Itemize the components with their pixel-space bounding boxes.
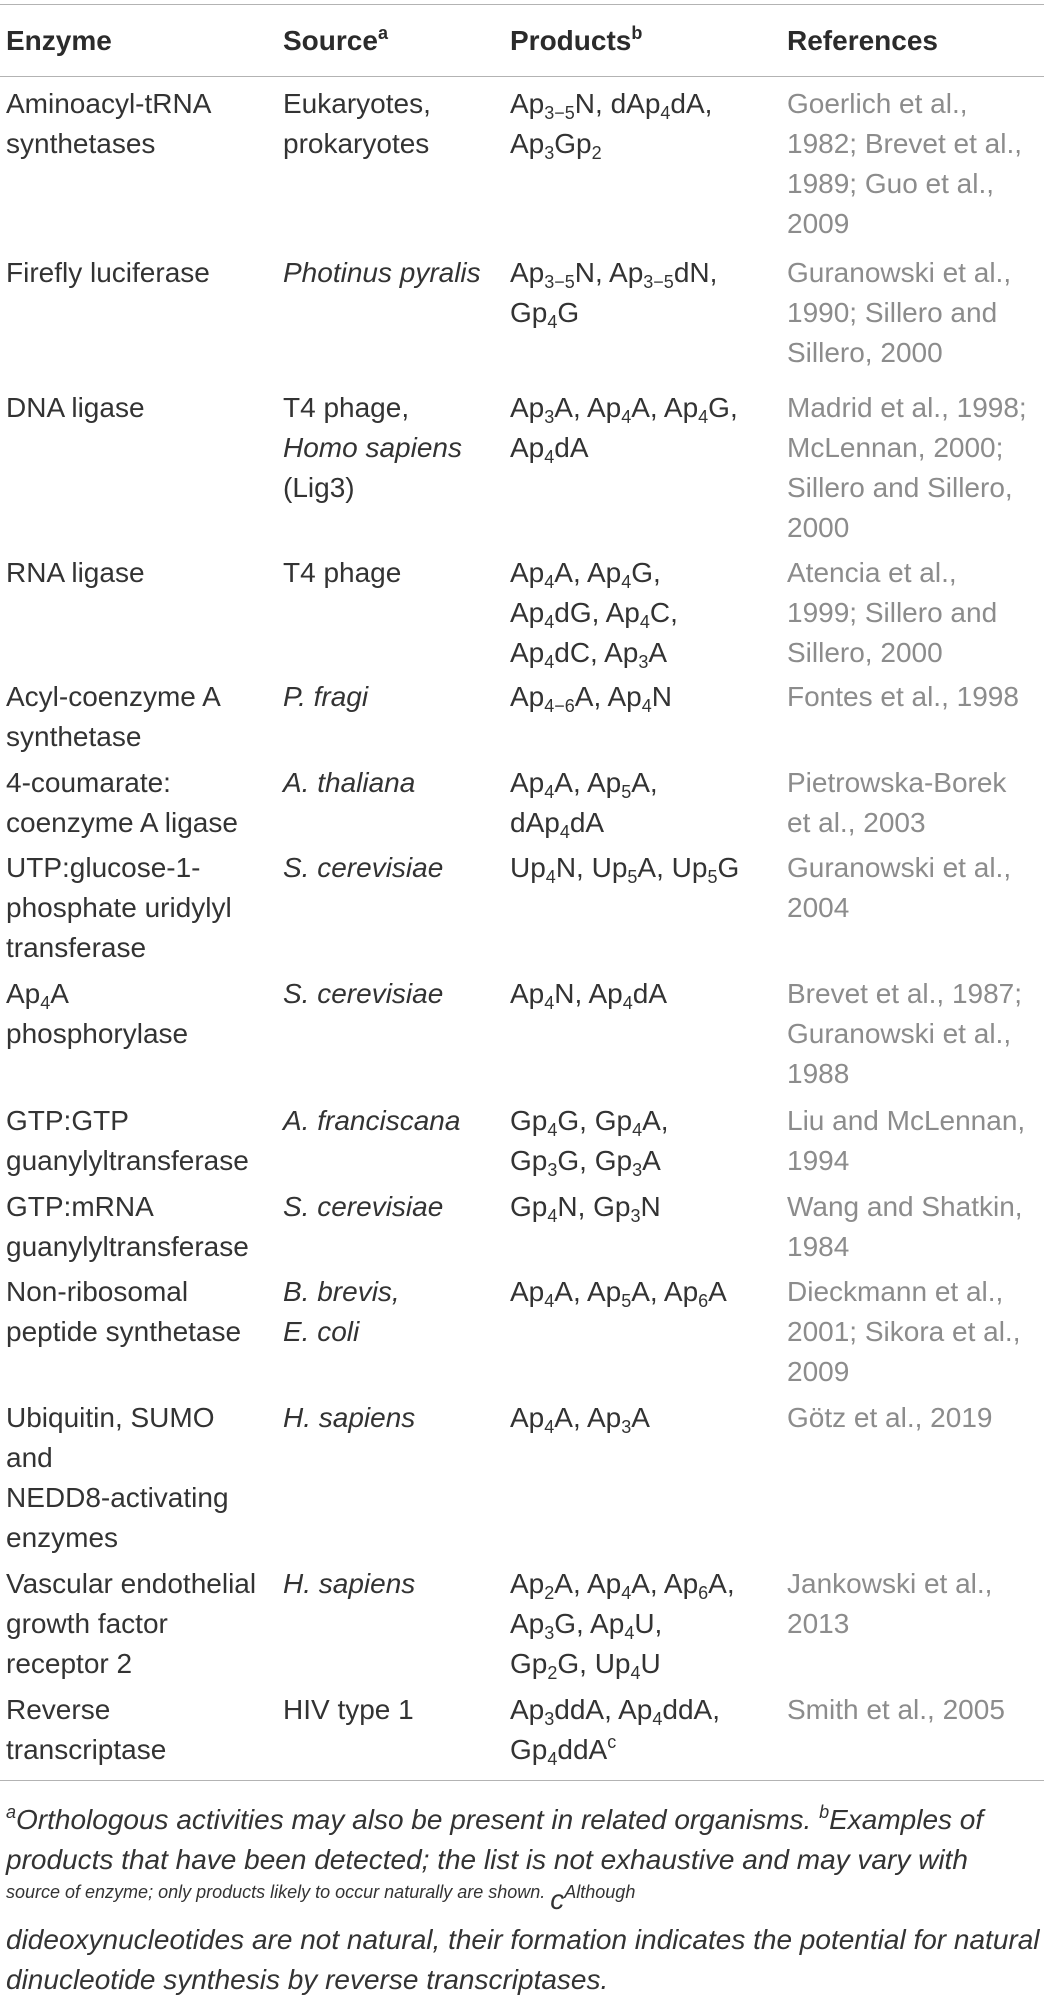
- reference-cell: Guranowski et al.,: [787, 852, 1012, 883]
- enzyme-cell: peptide synthetase: [6, 1316, 242, 1347]
- header-label: Enzyme: [6, 25, 112, 56]
- subscript: 6: [698, 1291, 709, 1311]
- source-cell: T4 phage: [283, 557, 402, 588]
- subscript: 4: [639, 612, 650, 632]
- subscript: 4: [545, 867, 556, 887]
- footnote-mark: a: [377, 23, 388, 43]
- bottom-rule: [0, 1780, 1044, 1781]
- header-enzyme: [6, 23, 112, 59]
- footnote-text: Examples of: [829, 1804, 984, 1835]
- source-cell: S. cerevisiae: [283, 1191, 444, 1222]
- subscript: 4: [622, 993, 633, 1013]
- reference-cell: Jankowski et al.,: [787, 1568, 993, 1599]
- source-cell: prokaryotes: [283, 128, 430, 159]
- subscript: 4: [547, 1206, 558, 1226]
- products-cell: $Ap_3A$, $Ap_4A$, $Ap_4G$,: [510, 392, 738, 427]
- enzyme-cell: guanylyltransferase: [6, 1231, 249, 1262]
- subscript: 4: [621, 572, 632, 592]
- reference-cell: Guranowski et al.,: [787, 1018, 1012, 1049]
- subscript: 3−5: [544, 103, 575, 123]
- source-cell: H. sapiens: [283, 1402, 416, 1433]
- source-cell: S. cerevisiae: [283, 978, 444, 1009]
- products-cell: $Gp_3G$, $Gp_3A$: [510, 1145, 661, 1180]
- subscript: 3: [544, 143, 555, 163]
- subscript: 3−5: [643, 272, 674, 292]
- subscript: 2: [547, 1663, 558, 1683]
- subscript: 4: [641, 696, 652, 716]
- subscript: 4: [40, 993, 51, 1013]
- subscript: 4: [544, 612, 555, 632]
- enzyme-cell: Firefly luciferase: [6, 257, 210, 288]
- reference-cell: Sillero, 2000: [787, 337, 943, 368]
- reference-cell: Brevet et al., 1987;: [787, 978, 1023, 1009]
- subscript: 3: [638, 652, 649, 672]
- products-cell: $Ap_2A$, $Ap_4A$, $Ap_6A$,: [510, 1568, 735, 1603]
- subscript: 4: [544, 652, 555, 672]
- reference-cell: 1988: [787, 1058, 850, 1089]
- reference-cell: Sillero and Sillero,: [787, 472, 1013, 503]
- enzyme-cell: Acyl-coenzyme A: [6, 681, 221, 712]
- reference-cell: Sillero, 2000: [787, 637, 943, 668]
- subscript: 2: [544, 1583, 555, 1603]
- reference-cell: Dieckmann et al.,: [787, 1276, 1004, 1307]
- footnote-mark: Although: [564, 1882, 636, 1902]
- source-cell: Homo sapiens: [283, 432, 462, 463]
- subscript: 4: [544, 993, 555, 1013]
- subscript: 6: [698, 1583, 709, 1603]
- enzyme-cell: coenzyme A ligase: [6, 807, 238, 838]
- source-cell: H. sapiens: [283, 1568, 416, 1599]
- reference-cell: 2009: [787, 208, 850, 239]
- subscript: 4: [698, 407, 709, 427]
- enzyme-cell: transferase: [6, 932, 147, 963]
- subscript: 5: [627, 867, 638, 887]
- footnote-mark: source of enzyme; only products likely to occur naturally are shown.: [6, 1882, 551, 1902]
- products-cell: $Gp_4ddA^c$: [510, 1732, 617, 1769]
- subscript: 4: [544, 1417, 555, 1437]
- enzyme-cell: Vascular endothelial: [6, 1568, 257, 1599]
- enzyme-cell: phosphorylase: [6, 1018, 189, 1049]
- header-products: [510, 23, 642, 59]
- subscript: 4: [660, 103, 671, 123]
- footnote-mark: c: [607, 1732, 617, 1752]
- reference-cell: Smith et al., 2005: [787, 1694, 1005, 1725]
- reference-cell: Wang and Shatkin,: [787, 1191, 1023, 1222]
- enzyme-cell: Aminoacyl-tRNA: [6, 88, 212, 119]
- reference-cell: 2009: [787, 1356, 850, 1387]
- reference-cell: 1990; Sillero and: [787, 297, 998, 328]
- subscript: 3: [547, 1160, 558, 1180]
- reference-cell: 2001; Sikora et al.,: [787, 1316, 1021, 1347]
- reference-cell: 1982; Brevet et al.,: [787, 128, 1023, 159]
- reference-cell: 2004: [787, 892, 850, 923]
- table-footnote: dinucleotide synthesis by reverse transcriptases.: [6, 1964, 609, 1995]
- source-cell: Eukaryotes,: [283, 88, 431, 119]
- enzyme-cell: enzymes: [6, 1522, 119, 1553]
- enzyme-cell: guanylyltransferase: [6, 1145, 249, 1176]
- products-cell: $Ap_{4-6}A$, $Ap_4N$: [510, 681, 672, 716]
- subscript: 3−5: [544, 272, 575, 292]
- table-footnote: [6, 1880, 635, 1920]
- enzyme-cell: synthetases: [6, 128, 156, 159]
- products-cell: $Ap_3ddA$, $Ap_4ddA$,: [510, 1694, 720, 1729]
- enzyme-cell: transcriptase: [6, 1734, 167, 1765]
- footnote-text: Orthologous activities may also be present in related organisms.: [16, 1804, 820, 1835]
- reference-cell: 2000: [787, 512, 850, 543]
- products-cell: $Ap_4N$, $Ap_4dA$: [510, 978, 668, 1013]
- reference-cell: Atencia et al.,: [787, 557, 957, 588]
- products-cell: $Gp_4G$: [510, 297, 580, 332]
- products-cell: $Ap_4dC$, $Ap_3A$: [510, 637, 668, 672]
- top-rule: [0, 4, 1044, 5]
- source-cell: A. thaliana: [283, 767, 416, 798]
- enzyme-cell: phosphate uridylyl: [6, 892, 232, 923]
- enzyme-cell: UTP:glucose-1-: [6, 852, 201, 883]
- header-label: References: [787, 25, 938, 56]
- reference-cell: Madrid et al., 1998;: [787, 392, 1027, 423]
- enzyme-cell: and: [6, 1442, 53, 1473]
- products-cell: $Ap_{3-5}N$, dAp$_4$dA,: [510, 88, 713, 123]
- subscript: 3: [630, 1206, 641, 1226]
- subscript: 4: [544, 572, 555, 592]
- enzyme-cell: GTP:mRNA: [6, 1191, 154, 1222]
- subscript: 3: [544, 1709, 555, 1729]
- source-cell: A. franciscana: [283, 1105, 461, 1136]
- enzyme-cell: DNA ligase: [6, 392, 145, 423]
- source-cell: HIV type 1: [283, 1694, 414, 1725]
- subscript: 4: [621, 1583, 632, 1603]
- subscript: 4: [621, 407, 632, 427]
- enzyme-cell: $Ap_4A$: [6, 978, 69, 1013]
- enzyme-cell: GTP:GTP: [6, 1105, 129, 1136]
- reference-cell: Fontes et al., 1998: [787, 681, 1019, 712]
- source-cell: P. fragi: [283, 681, 369, 712]
- table-footnote: [6, 1800, 983, 1840]
- subscript: 4−6: [544, 696, 575, 716]
- subscript: 4: [632, 1120, 643, 1140]
- reference-cell: et al., 2003: [787, 807, 926, 838]
- subscript: 4: [630, 1663, 641, 1683]
- enzyme-cell: RNA ligase: [6, 557, 145, 588]
- reference-cell: 1994: [787, 1145, 850, 1176]
- reference-cell: Guranowski et al.,: [787, 257, 1012, 288]
- subscript: 4: [544, 1291, 555, 1311]
- products-cell: $Ap_3G$, $Ap_4U$,: [510, 1608, 663, 1643]
- enzyme-cell: NEDD8-activating: [6, 1482, 229, 1513]
- products-cell: $Up_4N$, $Up_5A$, $Up_5G$: [510, 852, 740, 887]
- enzyme-cell: 4-coumarate:: [6, 767, 171, 798]
- products-cell: $Ap_3Gp_2$: [510, 128, 602, 163]
- table-footnote: dideoxynucleotides are not natural, their formation indicates the potential for natural: [6, 1924, 1040, 1955]
- enzyme-cell: Ubiquitin, SUMO: [6, 1402, 215, 1433]
- header-label: Products: [510, 25, 632, 56]
- products-cell: $Gp_4G$, $Gp_4A$,: [510, 1105, 669, 1140]
- subscript: 4: [547, 1120, 558, 1140]
- reference-cell: Liu and McLennan,: [787, 1105, 1026, 1136]
- reference-cell: 2013: [787, 1608, 850, 1639]
- reference-cell: Pietrowska-Borek: [787, 767, 1007, 798]
- header-references: [787, 23, 938, 59]
- subscript: 2: [591, 143, 602, 163]
- reference-cell: McLennan, 2000;: [787, 432, 1004, 463]
- reference-cell: 1984: [787, 1231, 850, 1262]
- subscript: 4: [559, 822, 570, 842]
- products-cell: $Gp_2G$, $Up_4U$: [510, 1648, 661, 1683]
- enzyme-cell: Reverse: [6, 1694, 111, 1725]
- enzyme-cell: synthetase: [6, 721, 142, 752]
- subscript: 3: [544, 407, 555, 427]
- header-rule: [0, 76, 1044, 77]
- header-source: [283, 23, 388, 59]
- products-cell: $Ap_4A$, $Ap_4G$,: [510, 557, 661, 592]
- products-cell: $Ap_4dG$, $Ap_4C$,: [510, 597, 678, 632]
- reference-cell: 1989; Guo et al.,: [787, 168, 995, 199]
- products-cell: $Gp_4N$, $Gp_3N$: [510, 1191, 661, 1226]
- subscript: 4: [624, 1623, 635, 1643]
- footnote-text: c: [550, 1884, 565, 1915]
- subscript: 3: [544, 1623, 555, 1643]
- enzyme-cell: growth factor: [6, 1608, 168, 1639]
- subscript: 5: [621, 782, 632, 802]
- subscript: 4: [547, 1749, 558, 1769]
- reference-cell: Goerlich et al.,: [787, 88, 968, 119]
- source-cell: E. coli: [283, 1316, 360, 1347]
- subscript: 4: [544, 782, 555, 802]
- footnote-mark: b: [631, 23, 643, 43]
- table-footnote: products that have been detected; the list is not exhaustive and may vary with: [6, 1844, 968, 1875]
- header-label: Source: [283, 25, 378, 56]
- source-cell: T4 phage,: [283, 392, 410, 423]
- subscript: 3: [632, 1160, 643, 1180]
- enzyme-cell: Non-ribosomal: [6, 1276, 189, 1307]
- subscript: 4: [652, 1709, 663, 1729]
- footnote-mark: b: [819, 1802, 830, 1822]
- enzyme-cell: receptor 2: [6, 1648, 133, 1679]
- subscript: 3: [621, 1417, 632, 1437]
- products-cell: $Ap_{3-5}N$, $Ap_{3-5}dN$,: [510, 257, 718, 292]
- reference-cell: Götz et al., 2019: [787, 1402, 993, 1433]
- source-cell: Photinus pyralis: [283, 257, 481, 288]
- source-cell: S. cerevisiae: [283, 852, 444, 883]
- source-cell: B. brevis,: [283, 1276, 400, 1307]
- products-cell: dAp$_4$dA: [510, 807, 605, 842]
- products-cell: $Ap_4A$, $Ap_5A$,: [510, 767, 658, 802]
- source-cell: (Lig3): [283, 472, 355, 503]
- subscript: 5: [707, 867, 718, 887]
- products-cell: $Ap_4dA$: [510, 432, 589, 467]
- products-cell: $Ap_4A$, $Ap_3A$: [510, 1402, 650, 1437]
- reference-cell: 1999; Sillero and: [787, 597, 998, 628]
- footnote-mark: a: [6, 1802, 17, 1822]
- subscript: 4: [547, 312, 558, 332]
- subscript: 5: [621, 1291, 632, 1311]
- products-cell: $Ap_4A$, $Ap_5A$, $Ap_6A$: [510, 1276, 727, 1311]
- subscript: 4: [544, 447, 555, 467]
